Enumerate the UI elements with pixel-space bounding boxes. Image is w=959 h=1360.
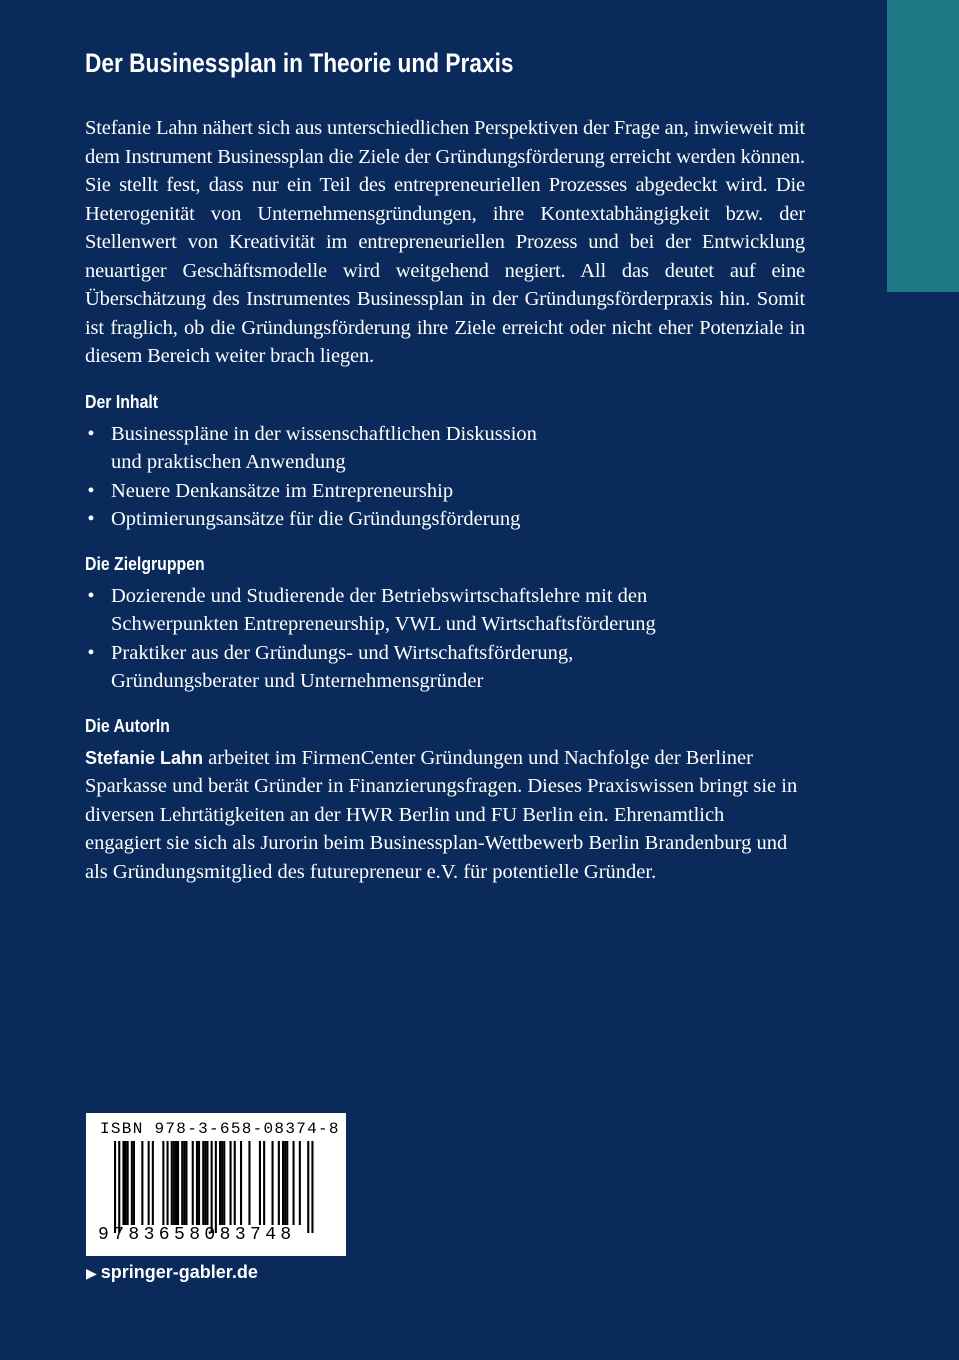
list-item-line: Businesspläne in der wissenschaftlichen Diskussion: [111, 422, 537, 445]
list-item: [85, 420, 805, 477]
bullet-icon: •: [87, 584, 95, 607]
teal-accent-bar: [887, 0, 959, 292]
barcode-bar: [234, 1141, 236, 1225]
barcode-bar: [122, 1141, 124, 1225]
barcode-bar: [171, 1141, 173, 1225]
barcode-bar: [198, 1141, 200, 1225]
list-item: [85, 505, 805, 534]
barcode-bar: [181, 1141, 183, 1225]
list-item-line: Neuere Denkansätze im Entrepreneurship: [111, 479, 454, 502]
list-item-line: und praktischen Anwendung: [111, 451, 346, 473]
list-item-line: Gründungsberater und Unternehmensgründer: [111, 670, 484, 692]
barcode-bar: [263, 1141, 265, 1225]
publisher-url: springer-gabler.de: [100, 1262, 258, 1282]
barcode-bar: [177, 1141, 179, 1225]
barcode-guard-bar: [211, 1141, 213, 1233]
list-item: [85, 639, 805, 696]
author-bio: [85, 744, 805, 887]
barcode-bar: [219, 1141, 221, 1225]
barcode-bar: [148, 1141, 150, 1225]
barcode-guard-bar: [118, 1141, 120, 1233]
barcode-bar: [293, 1141, 295, 1225]
barcode-bar: [259, 1141, 261, 1225]
barcode-bar: [185, 1141, 187, 1225]
barcode-guard-bar: [311, 1141, 313, 1233]
barcode-bar: [167, 1141, 169, 1225]
barcode-bar: [141, 1141, 143, 1225]
barcode-bar: [131, 1141, 133, 1225]
barcode-bar: [284, 1141, 286, 1225]
barcode-bar: [192, 1141, 194, 1225]
barcode-bar: [196, 1141, 198, 1225]
barcode-bar: [272, 1141, 274, 1225]
barcode-bar: [230, 1141, 232, 1225]
isbn-barcode: [86, 1113, 346, 1256]
barcode-guard-bar: [114, 1141, 116, 1233]
bullet-icon: •: [87, 508, 95, 530]
barcode-bar: [133, 1141, 135, 1225]
barcode-bar: [248, 1141, 250, 1225]
barcode-bar: [152, 1141, 154, 1225]
author-name: Stefanie Lahn: [85, 747, 204, 768]
barcode-bar: [221, 1141, 223, 1225]
barcode-guard-bar: [307, 1141, 309, 1233]
list-item: [85, 582, 805, 639]
inhalt-list: [85, 420, 805, 534]
barcode-bar: [183, 1141, 185, 1225]
list-item-line: Optimierungsansätze für die Gründungsförderung: [111, 508, 521, 530]
barcode-bar: [204, 1141, 206, 1225]
section-heading-inhalt: Der Inhalt: [85, 391, 159, 412]
list-item-line: Dozierende und Studierende der Betriebswirtschaftslehre mit den: [111, 584, 648, 607]
barcode-guard-bar: [215, 1141, 217, 1233]
barcode-bar: [223, 1141, 225, 1225]
barcode-bar: [175, 1141, 177, 1225]
barcode-bar: [202, 1141, 204, 1225]
publisher-link[interactable]: [86, 1262, 258, 1283]
bullet-icon: •: [87, 422, 95, 445]
barcode-bar: [206, 1141, 208, 1225]
arrow-right-icon: ▶: [86, 1265, 97, 1281]
book-title: Der Businessplan in Theorie und Praxis: [85, 48, 514, 78]
bullet-icon: •: [87, 641, 95, 664]
barcode-bar: [127, 1141, 129, 1225]
intro-paragraph: Stefanie Lahn nähert sich aus unterschiedlichen Perspektiven der Frage an, inwieweit mit dem Instrument Businessplan die Ziele der Gründungsförderung erreicht werden können. Sie stellt fest, dass nur ein Teil des entrepreneuriellen Prozesses abgedeckt wird. Die Heterogenität von Unternehmensgründungen, ihre Kontextabhängigkeit bzw. der Stellenwert von Kreativität im entrepreneuriellen Prozess und bei der Entwicklung neuartiger Geschäftsmodelle wird weitgehend negiert. All das deutet auf eine Überschätzung des Instrumentes Businessplan in der Gründungsförderpraxis hin. Somit ist fraglich, ob die Gründungsförderung ihre Ziele erreicht oder nicht eher Potenziale in diesem Bereich weiter brach liegen.: [85, 117, 806, 367]
section-heading-autorin: Die AutorIn: [85, 715, 170, 736]
barcode-bar: [173, 1141, 175, 1225]
isbn-label: ISBN 978-3-658-08374-8: [100, 1120, 340, 1138]
barcode-bar: [162, 1141, 164, 1225]
barcode-digits: 9783658083748: [98, 1225, 296, 1245]
barcode-bar: [286, 1141, 288, 1225]
section-heading-zielgruppen: Die Zielgruppen: [85, 553, 205, 574]
zielgruppen-list: [85, 582, 805, 696]
barcode-bar: [282, 1141, 284, 1225]
barcode-bar: [299, 1141, 301, 1225]
barcode-bar: [125, 1141, 127, 1225]
author-bio-text: arbeitet im FirmenCenter Gründungen und Nachfolge der Berliner Sparkasse und berät Gründer in Finanzierungsfragen. Dieses Praxiswissen bringt sie in diversen Lehrtätigkeiten an der HWR Berlin und FU Berlin ein. Ehrenamtlich engagiert sie sich als Jurorin beim Businessplan-Wettbewerb Berlin Brandenburg und als Gründungsmitglied des futurepreneur e.V. für potentielle Gründer.: [85, 746, 798, 883]
list-item: [85, 477, 805, 506]
list-item-line: Praktiker aus der Gründungs- und Wirtschaftsförderung,: [111, 641, 574, 664]
barcode-bar: [278, 1141, 280, 1225]
barcode-bar: [240, 1141, 242, 1225]
list-item-line: Schwerpunkten Entrepreneurship, VWL und Wirtschaftsförderung: [111, 613, 656, 635]
back-cover-content: [85, 46, 805, 886]
bullet-icon: •: [87, 479, 95, 502]
